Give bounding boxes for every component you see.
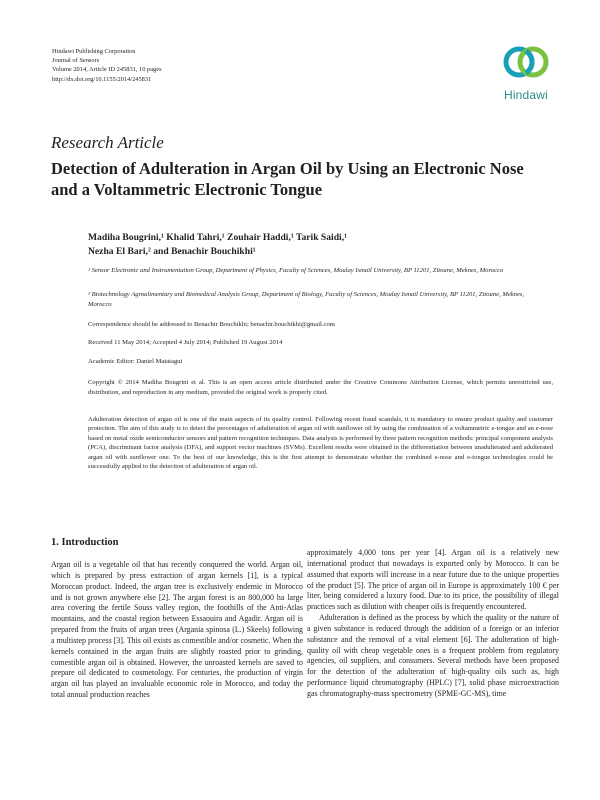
journal-header [52,47,162,84]
volume-line: Volume 2014, Article ID 245831, 10 pages [52,66,162,74]
article-type: Research Article [51,133,164,152]
abstract: Adulteration detection of argan oil is one of the main aspects of its quality control. Following recent fraud scandals, it is mandatory to ensure product quality and customer protection. The aim of this study is to detect the percentages of adulteration of argan oil with sunflower oil by using the combination of a voltammetric e-tongue and an e-nose based on metal oxide semiconductor sensors and pattern recognition techniques. Data analysis is performed by three pattern recognition methods: principal component analysis (PCA), discriminant factor analysis (DFA), and support vector machines (SVMs). Excellent results were obtained in the differentiation between unadulterated and adulterated argan oil with sunflower one. To the best of our knowledge, this is the first attempt to demonstrate whether the combined e-nose and e-tongue technologies could be successfully applied to the detection of adulteration of argan oil. [88,416,553,471]
doi-link[interactable]: http://dx.doi.org/10.1155/2014/245831 [52,75,152,83]
affiliation-1: ¹ Sensor Electronic and Instrumentation Group, Department of Physics, Faculty of Sciences, Moulay Ismaïl University, BP 11201, Zitoune, Meknes, Morocco [88,267,504,274]
academic-editor: Academic Editor: Daniel Matatagui [88,358,183,365]
dates-line: Received 11 May 2014; Accepted 4 July 2014; Published 19 August 2014 [88,339,283,346]
body-column-right [307,548,559,700]
affiliation-2: ² Biotechnology Agroalimentary and Biomedical Analysis Group, Department of Biology, Faculty of Sciences, Moulay Ismaïl University, BP 11201, Zitoune, Meknes, Morocco [88,291,525,308]
intro-paragraph-1: Argan oil is a vegetable oil that has recently conquered the world. Argan oil, which is prepared by press extraction of argan kernels [1], is a typical Moroccan product. Indeed, the argan tree is exclusively endemic in Morocco and is not grown anywhere else [2]. The argan forest is an 800,000 ha large area covering the fertile Souss valley region, the foothills of the Anti-Atlas mountains, and the coastal region between Essaouira and Agadir. Argan oil is prepared from the fruits of argan trees (Argania spinosa (L.) Skeels) following a multistep process [3]. This oil exists as comestible and/or cosmetic. When the kernels contained in the argan fruits are slightly roasted prior to grinding, comestible argan oil is obtained. However, the unroasted kernels are saved to prepare oil dedicated to cosmetology. For centuries, the production of virgin argan oil has played an invaluable economic role in Morocco, and today the total annual production reaches [51,560,303,700]
intro-paragraph-2: Adulteration is defined as the process by which the quality or the nature of a given substance is reduced through the addition of a foreign or an inferior substance and the removal of a vital element [6]. The adulteration of high-quality oil with cheap vegetable ones is a frequent problem from regulatory agencies, oil suppliers, and consumers. Several methods have been proposed for the detection of the adulteration of high-quality oils such as, high performance liquid chromatography (HPLC) [7], solid phase microextraction gas chromatography-mass spectrometry (SPME-GC-MS), time [307,613,559,698]
correspondence-line: Correspondence should be addressed to Benachir Bouchikhi; benachir.bouchikhi@gmail.com [88,321,335,328]
author-line-2: Nezha El Bari,² and Benachir Bouchikhi¹ [88,246,256,257]
intro-paragraph-1-continued: approximately 4,000 tons per year [4]. Argan oil is a relatively new international product that nowadays is exported only by Morocco. It can be assumed that exports will increase in a near future due to the unique properties of the product [5]. The price of argan oil in Europe is approximately 100 € per liter, being considered a luxury food. Due to its price, the possibility of illegal practices such as dilution with cheaper oils is frequently encountered. [307,548,559,612]
section-heading-introduction: 1. Introduction [51,537,119,548]
paper-title: Detection of Adulteration in Argan Oil by Using an Electronic Nose and a Voltammetric Electronic Tongue [51,159,524,199]
copyright-notice: Copyright © 2014 Madiha Bougrini et al. This is an open access article distributed under the Creative Commons Attribution License, which permits unrestricted use, distribution, and reproduction in any medium, provided the original work is properly cited. [88,379,553,396]
hindawi-logo [497,42,555,106]
publisher-name: Hindawi Publishing Corporation [52,48,136,55]
author-list [88,231,548,259]
hindawi-logo-icon [497,42,555,86]
body-column-left [51,560,303,701]
author-line-1: Madiha Bougrini,¹ Khalid Tahri,¹ Zouhair Haddi,¹ Tarik Saidi,¹ [88,232,347,243]
logo-wordmark: Hindawi [503,88,549,102]
journal-name: Journal of Sensors [52,57,100,65]
